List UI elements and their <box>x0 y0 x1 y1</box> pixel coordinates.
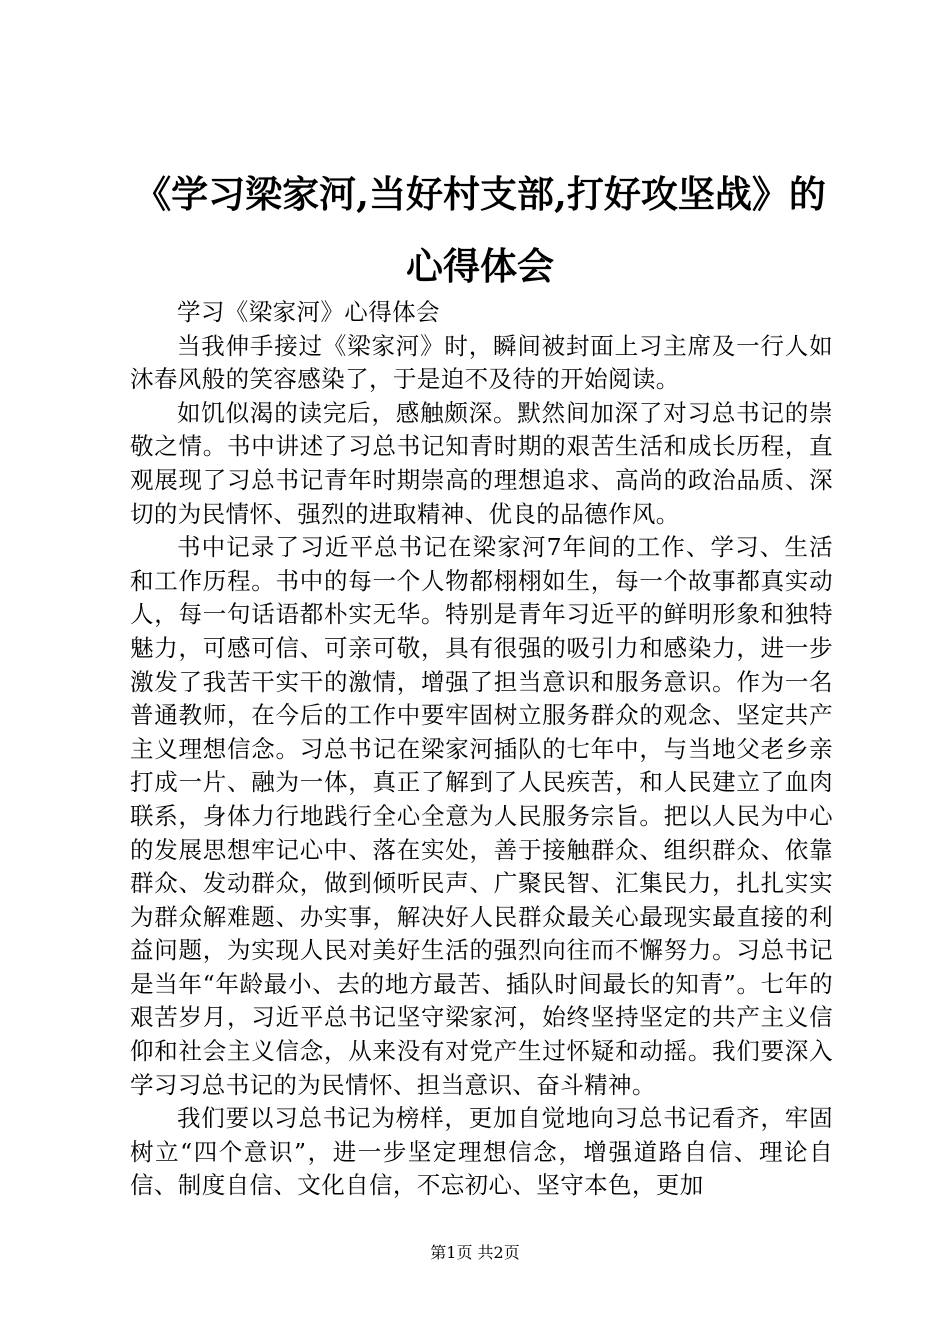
paragraph-subtitle: 学习《梁家河》心得体会 <box>177 298 440 326</box>
document-body <box>130 296 833 1203</box>
paragraph: 我们要以习总书记为榜样，更加自觉地向习总书记看齐，牢固树立“四个意识”，进一步坚定理想信念，增强道路自信、理论自信、制度自信、文化自信，不忘初心、坚守本色，更加 <box>130 1104 833 1200</box>
paragraph: 书中记录了习近平总书记在梁家河7年间的工作、学习、生活和工作历程。书中的每一个人物都栩栩如生，每一个故事都真实动人，每一句话语都朴实无华。特别是青年习近平的鲜明形象和独特魅力，可感可信、可亲可敬，具有很强的吸引力和感染力，进一步激发了我苦干实干的激情，增强了担当意识和服务意识。作为一名普通教师，在今后的工作中要牢固树立服务群众的观念、坚定共产主义理想信念。习总书记在梁家河插队的七年中，与当地父老乡亲打成一片、融为一体，真正了解到了人民疾苦，和人民建立了血肉联系，身体力行地践行全心全意为人民服务宗旨。把以人民为中心的发展思想牢记心中、落在实处，善于接触群众、组织群众、依靠群众、发动群众，做到倾听民声、广聚民智、汇集民力，扎扎实实为群众解难题、办实事，解决好人民群众最关心最现实最直接的利益问题，为实现人民对美好生活的强烈向往而不懈努力。习总书记是当年“年龄最小、去的地方最苦、插队时间最长的知青”。七年的艰苦岁月，习近平总书记坚守梁家河，始终坚持坚定的共产主义信仰和社会主义信念，从来没有对党产生过怀疑和动摇。我们要深入学习习总书记的为民情怀、担当意识、奋斗精神。 <box>130 533 833 1099</box>
document-title: 《学习梁家河,当好村支部,打好攻坚战》的心得体会 <box>134 172 826 288</box>
paragraph: 当我伸手接过《梁家河》时，瞬间被封面上习主席及一行人如沐春风般的笑容感染了，于是迫不及待的开始阅读。 <box>130 331 833 394</box>
paragraph: 如饥似渴的读完后，感触颇深。默然间加深了对习总书记的崇敬之情。书中讲述了习总书记知青时期的艰苦生活和成长历程，直观展现了习总书记青年时期崇高的理想追求、高尚的政治品质、深切的为民情怀、强烈的进取精神、优良的品德作风。 <box>130 398 833 528</box>
page-footer: 第1页 共2页 <box>430 1243 520 1262</box>
